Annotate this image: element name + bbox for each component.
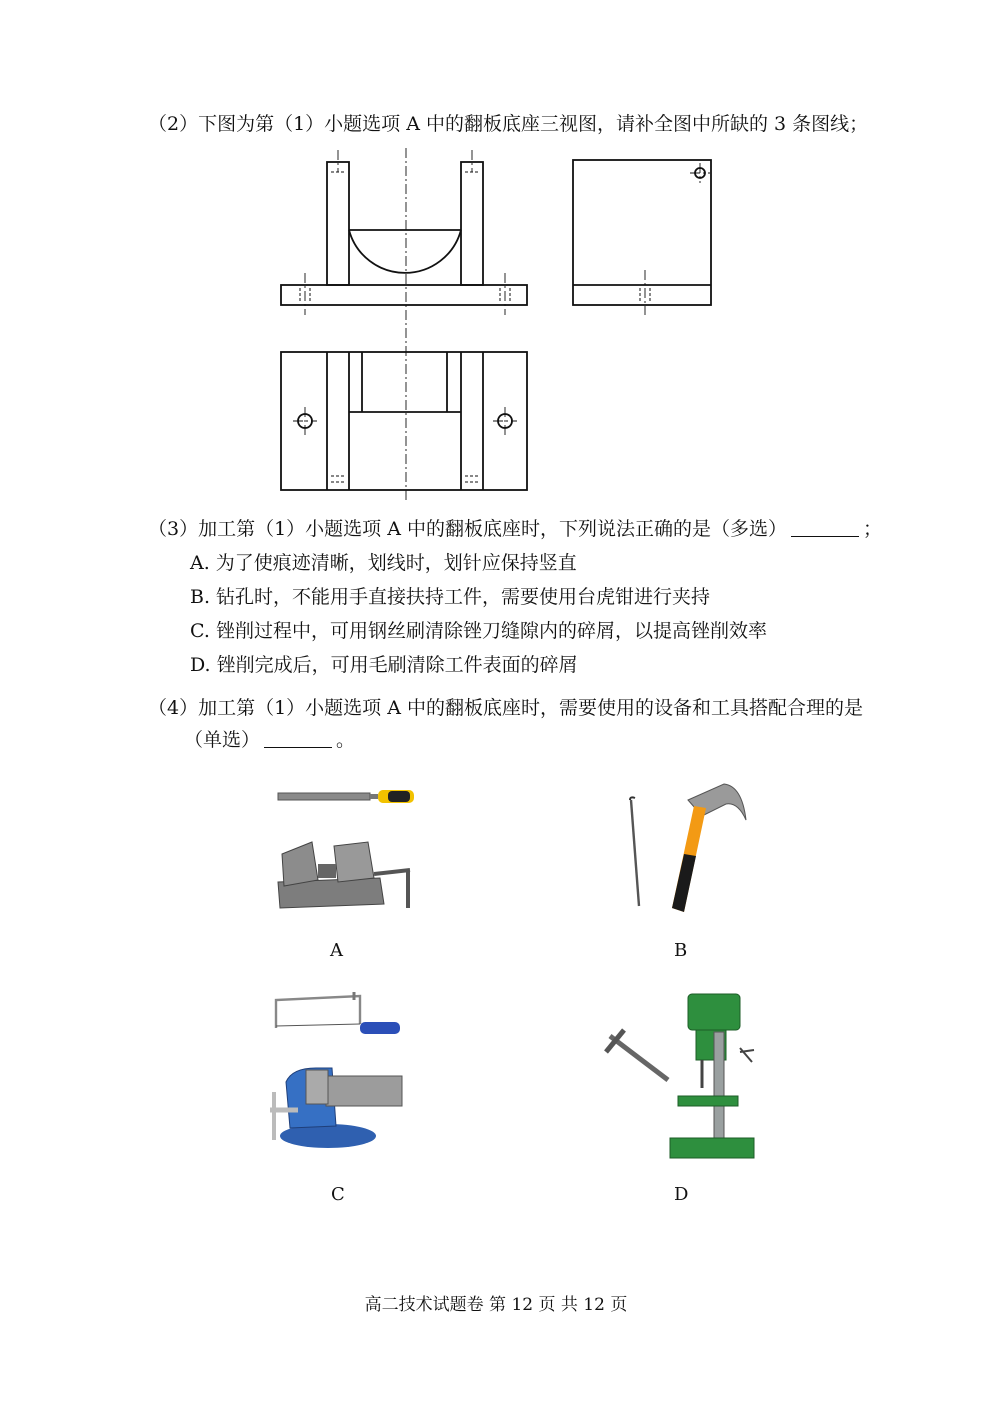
question-3-stem-end: ； (862, 518, 882, 540)
scriber-icon (626, 796, 646, 910)
q3-option-a: A. 为了使痕迹清晰，划线时，划针应保持竖直 (190, 552, 577, 574)
chuck-key-icon (602, 1026, 674, 1084)
question-3-stem-text: （3）加工第（1）小题选项 A 中的翻板底座时，下列说法正确的是（多选） (148, 518, 787, 540)
three-view-drawing (0, 0, 992, 520)
coping-saw-icon (268, 990, 404, 1046)
q3-option-c: C. 锉削过程中，可用钢丝刷清除锉刀缝隙内的碎屑，以提高锉削效率 (190, 620, 767, 642)
question-4-end: 。 (336, 729, 356, 751)
page-footer: 高二技术试题卷 第 12 页 共 12 页 (364, 1295, 628, 1315)
top-view (281, 352, 527, 490)
hammer-icon (666, 780, 750, 918)
option-a-label: A (330, 940, 343, 961)
answer-blank-q3[interactable] (791, 518, 859, 537)
question-2-text: （2）下图为第（1）小题选项 A 中的翻板底座三视图，请补全图中所缺的 3 条图线； (148, 113, 869, 135)
option-b-label: B (674, 940, 688, 961)
q3-option-b: B. 钻孔时，不能用手直接扶持工件，需要使用台虎钳进行夹持 (190, 586, 711, 608)
front-view (281, 162, 527, 305)
drill-press-vise-icon (272, 834, 417, 914)
bench-vise-icon (266, 1062, 414, 1152)
question-4-choice-type: （单选） (184, 729, 261, 751)
answer-blank-q4[interactable] (264, 729, 332, 748)
file-icon (276, 784, 416, 808)
q3-option-d: D. 锉削完成后，可用毛刷清除工件表面的碎屑 (190, 654, 578, 676)
side-view (573, 160, 711, 305)
option-c-label: C (331, 1184, 345, 1205)
question-4-stem: （4）加工第（1）小题选项 A 中的翻板底座时，需要使用的设备和工具搭配合理的是 (148, 697, 863, 719)
drill-press-icon (666, 992, 758, 1162)
question-3-stem (148, 516, 882, 542)
question-4-stem-line2 (184, 727, 355, 753)
option-d-label: D (674, 1184, 689, 1205)
